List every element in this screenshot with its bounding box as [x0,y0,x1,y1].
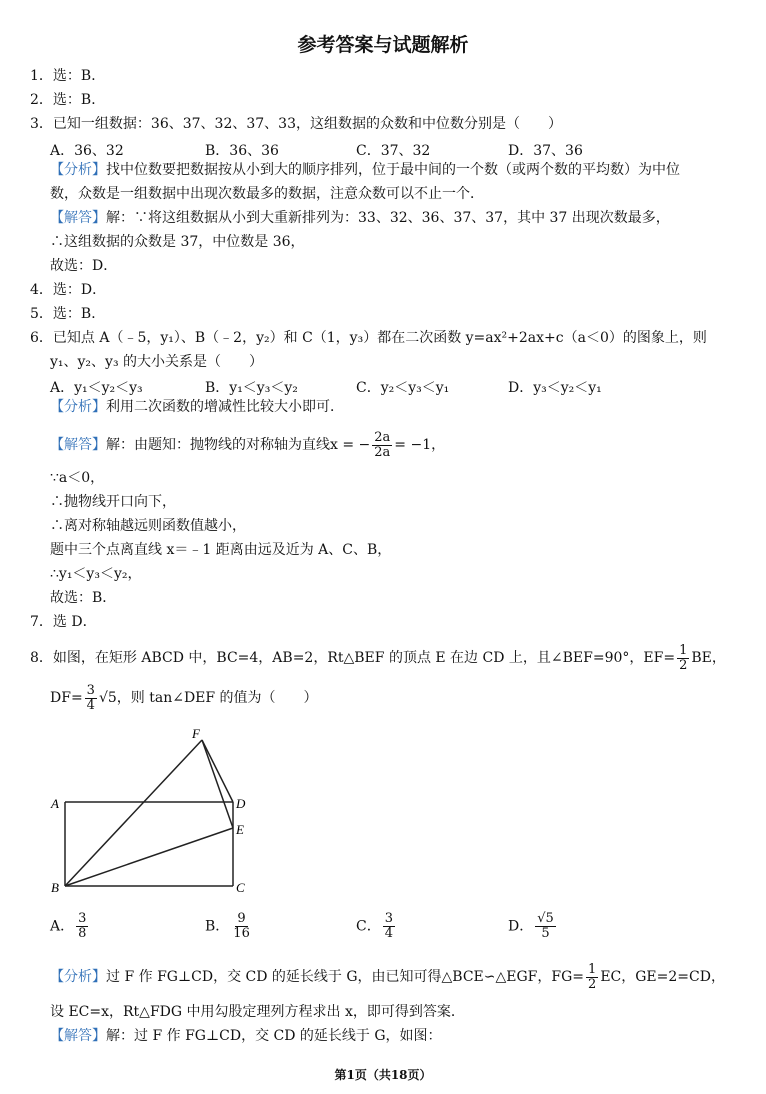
answer-tag: 【解答】 [50,210,106,226]
q8-analysis-text-1a: 过 F 作 FG⊥CD，交 CD 的延长线于 G，由已知可得△BCE∽△EGF，FG= [106,969,585,985]
df-frac-den: 4 [86,697,95,713]
q8-answer-1 [50,1027,442,1045]
answer-line-4: 4．选：D． [30,282,107,298]
q8-option-d-letter: D． [508,918,534,935]
q6-option-a: A．y₁＜y₂＜y₃ [50,380,143,396]
segment-fe [202,740,233,828]
page-title: 参考答案与试题解析 [297,34,469,56]
question-8-cont [50,683,318,713]
q8-text-2: BE， [691,650,726,666]
fg-frac-den: 2 [588,976,597,992]
question-3: 3．已知一组数据：36、37、32、37、33，这组数据的众数和中位数分别是（ ） [30,116,562,132]
q6-step-4: 题中三个点离直线 x＝﹣1 距离由远及近为 A、C、B， [50,542,392,558]
fg-frac-num: 1 [588,961,597,977]
analysis-tag: 【分析】 [50,162,106,178]
q3-analysis-2: 数，众数是一组数据中出现次数最多的数据，注意众数可以不止一个． [50,186,484,202]
q3-answer-text-1: 解：∵将这组数据从小到大重新排列为：33、32、36、37、37，其中 37 出现次数最多， [106,210,670,226]
axis-frac-num: 2a [374,429,391,445]
rectangle-figure [40,720,270,900]
label-b: B [51,880,59,895]
q3-option-d: D．37、36 [508,143,583,159]
label-d: D [236,796,246,811]
q8-option-c [356,912,397,941]
q8-option-d-fraction [535,912,556,941]
q8-option-c-fraction [383,912,395,941]
analysis-tag: 【分析】 [50,399,106,415]
q6-step-3: ∴离对称轴越远则函数值越小， [50,518,246,534]
q3-analysis-text-1: 找中位数要把数据按从小到大的顺序排列，位于最中间的一个数（或两个数的平均数）为中位 [106,162,680,178]
q6-step-6: 故选：B． [50,590,117,606]
question-6: 6．已知点 A（﹣5，y₁）、B（﹣2，y₂）和 C（1，y₃）都在二次函数 y=ax²+2ax+c（a＜0）的图象上，则 [30,330,707,346]
q8-option-b-fraction [231,912,252,941]
q3-answer-3: 故选：D． [50,258,118,274]
q8-analysis-2: 设 EC=x，Rt△FDG 中用勾股定理列方程求出 x，即可得到答案． [50,1004,465,1020]
q8-option-d-den: 5 [541,926,550,941]
q3-analysis-1 [50,161,680,179]
q3-answer-1 [50,209,670,227]
analysis-tag: 【分析】 [50,969,106,985]
page-number: 第1页（共18页） [334,1068,432,1082]
ef-fraction [677,644,689,673]
question-6-cont: y₁、y₂、y₃ 的大小关系是（ ） [50,354,264,370]
segment-fd [202,740,233,802]
answer-line-2: 2．选：B． [30,92,106,108]
q8-text-3: DF= [50,690,83,706]
answer-line-1: 1．选：B． [30,68,106,84]
q8-option-b-letter: B． [205,918,230,935]
answer-tag: 【解答】 [50,437,106,453]
q3-option-b: B．36、36 [205,143,279,159]
q3-option-a: A．36、32 [50,143,124,159]
q6-analysis-text: 利用二次函数的增减性比较大小即可． [106,399,344,415]
q8-answer-text-1: 解：过 F 作 FG⊥CD，交 CD 的延长线于 G，如图： [106,1028,442,1044]
q8-text-4: √5，则 tan∠DEF 的值为（ ） [98,690,318,706]
q8-option-c-num: 3 [384,911,393,926]
label-f: F [192,726,200,741]
label-c: C [236,880,245,895]
answer-tag: 【解答】 [50,1028,106,1044]
q8-option-c-letter: C． [356,918,381,935]
q8-option-a-num: 3 [78,911,87,926]
q6-option-b: B．y₁＜y₃＜y₂ [205,380,298,396]
q8-analysis-1 [50,962,725,992]
q6-answer-intro [50,430,445,460]
fg-fraction [586,963,598,992]
q8-option-b-num: 9 [237,911,246,926]
q8-option-b-den: 16 [233,926,250,941]
q8-option-a-fraction [76,912,88,941]
df-fraction [85,684,97,713]
q8-option-c-den: 4 [384,926,393,941]
segment-bf [65,740,202,886]
question-8 [30,643,726,673]
q6-step-2: ∴抛物线开口向下， [50,494,176,510]
q6-step-1: ∵a＜0， [50,470,105,486]
q8-text-1: 8．如图，在矩形 ABCD 中，BC=4，AB=2，Rt△BEF 的顶点 E 在边 CD 上，且∠BEF=90°，EF= [30,650,676,666]
answer-line-5: 5．选：B． [30,306,106,322]
q8-option-d-num: √5 [537,911,554,926]
df-frac-num: 3 [86,682,95,698]
q8-analysis-text-1b: EC，GE=2=CD， [600,969,725,985]
q6-axis-text: 解：由题知：抛物线的对称轴为直线x = − [106,437,371,453]
q8-option-a-den: 8 [78,926,87,941]
q3-option-c: C．37、32 [356,143,431,159]
answer-line-7: 7．选 D． [30,614,97,630]
axis-result: = −1， [394,437,446,453]
q8-option-d [508,912,558,941]
q6-option-c: C．y₂＜y₃＜y₁ [356,380,450,396]
q8-option-a-letter: A． [50,918,75,935]
q8-option-a [50,912,90,941]
segment-be [65,828,233,886]
axis-fraction [372,431,392,460]
label-e: E [236,822,244,837]
ef-frac-den: 2 [679,657,688,673]
q6-analysis [50,398,344,416]
q6-option-d: D．y₃＜y₂＜y₁ [508,380,602,396]
q3-answer-2: ∴这组数据的众数是 37，中位数是 36， [50,234,305,250]
q8-option-b [205,912,254,941]
ef-frac-num: 1 [679,642,688,658]
q6-step-5: ∴y₁＜y₃＜y₂， [50,566,142,582]
axis-frac-den: 2a [374,444,391,460]
label-a: A [51,796,59,811]
